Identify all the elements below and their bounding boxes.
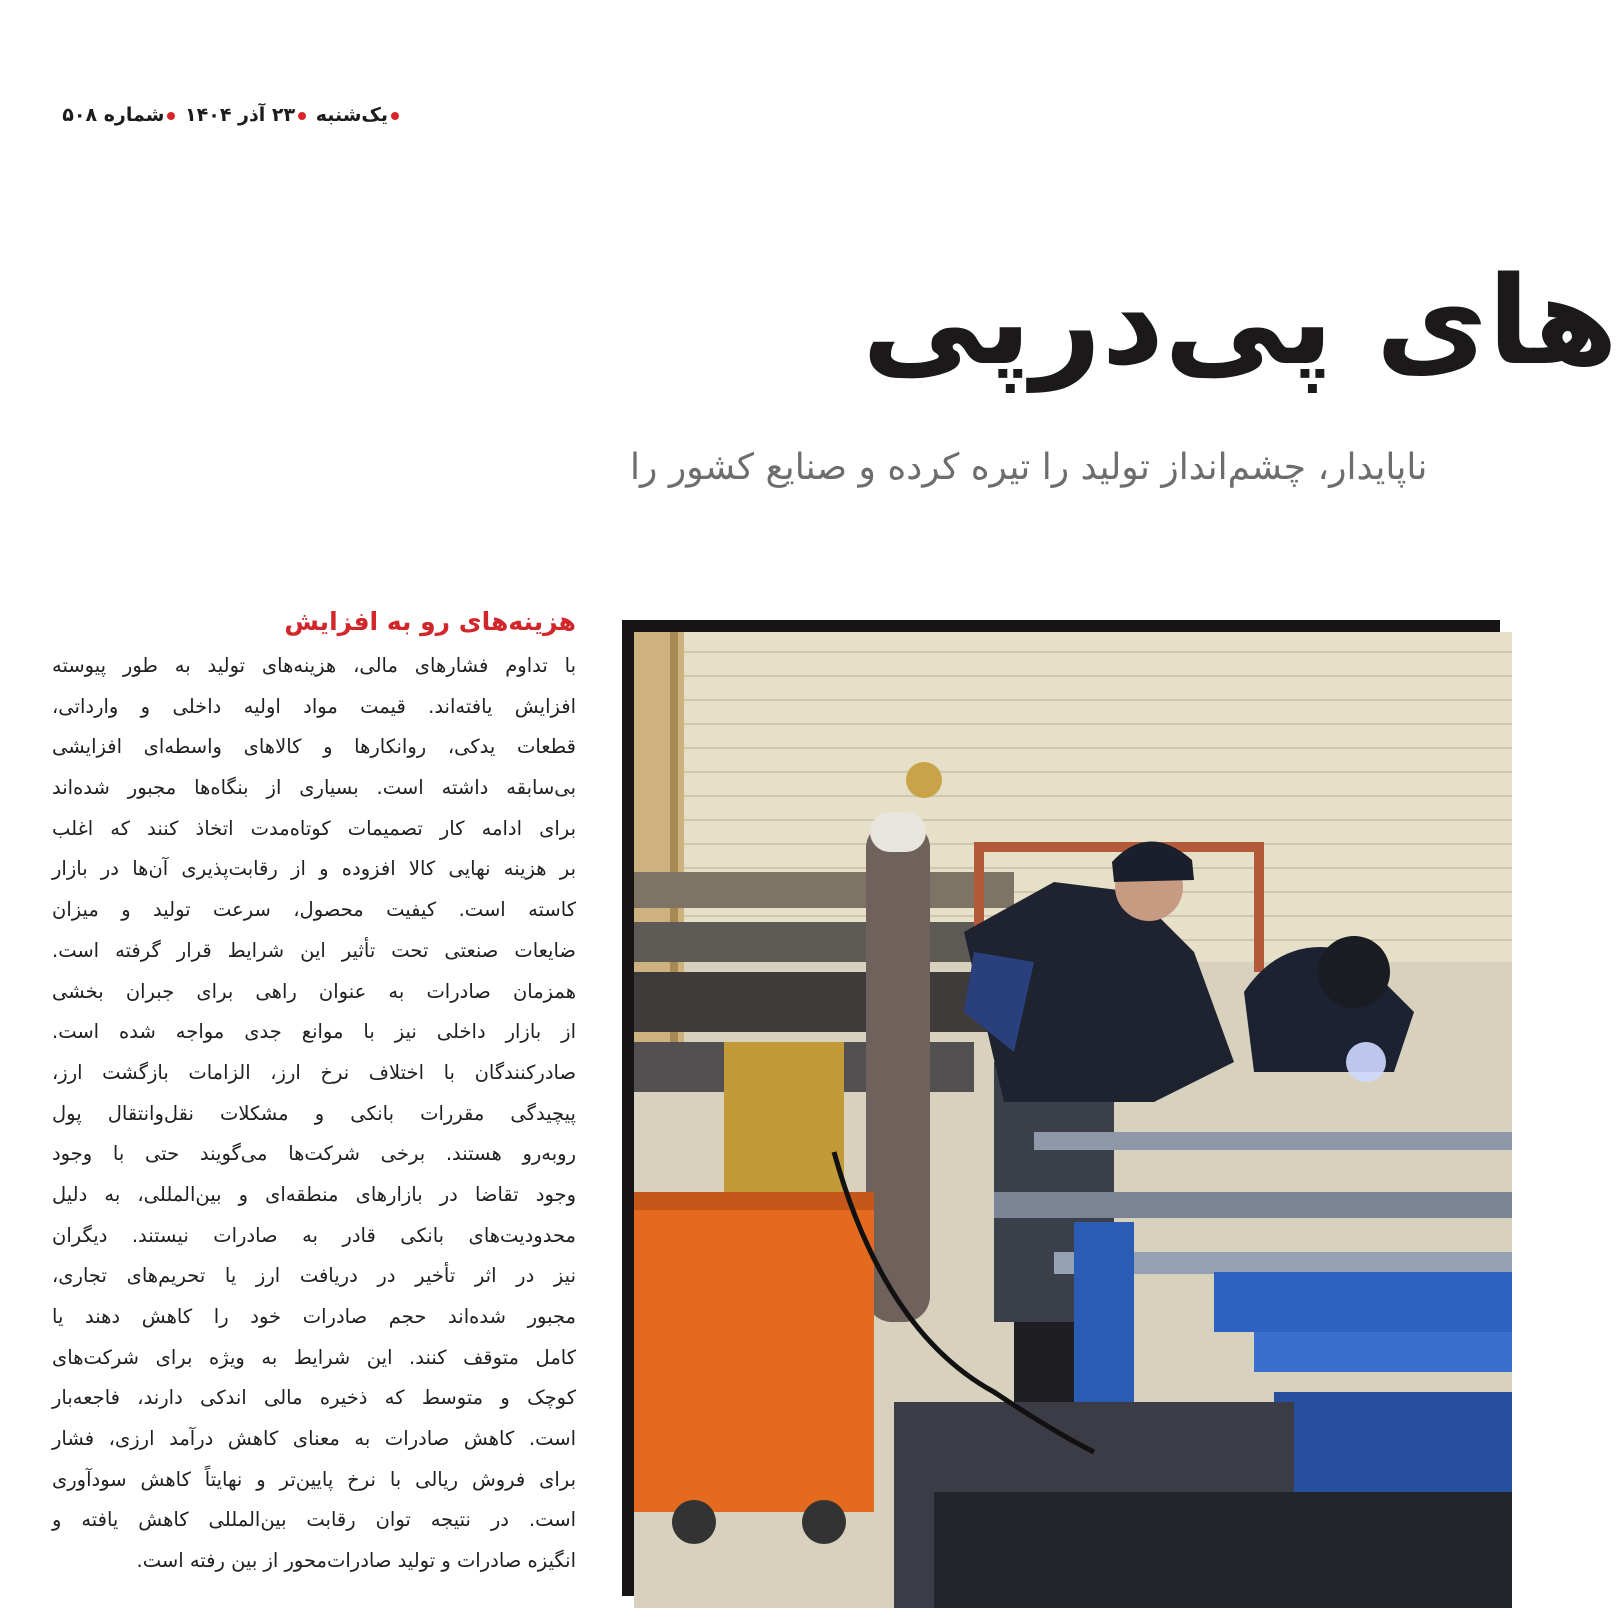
bullet-dot-icon [298, 112, 306, 120]
factory-welding-illustration [634, 632, 1512, 1608]
article-body-line: قطعات یدکی، روانکارها و کالاهای واسطه‌ای افزایشی [52, 735, 576, 759]
article-body-line: بر هزینه نهایی کالا افزوده و از رقابت‌پذیری آن‌ها در بازار [52, 857, 576, 881]
article-column [52, 600, 576, 1582]
article-body-line: است. کاهش صادرات به معنای کاهش درآمد ارزی، فشار [52, 1427, 576, 1451]
article-body-line: همزمان صادرات به عنوان راهی برای جبران بخشی [52, 979, 576, 1003]
dateline-issue: شماره ۵۰۸ [62, 104, 165, 126]
article-body-line: از بازار داخلی نیز با موانع جدی مواجه شده است. [52, 1020, 576, 1044]
article-body-line: وجود تقاضا در بازارهای منطقه‌ای و بین‌المللی، به دلیل [52, 1182, 576, 1206]
subheadline-area [600, 440, 1500, 504]
article-body-line: محدودیت‌های بانکی قادر به صادرات نیستند. دیگران [52, 1223, 576, 1247]
headline-area [600, 236, 1618, 406]
bullet-dot-icon [391, 112, 399, 120]
article-body-line: نیز در اثر تأخیر در دریافت ارز یا تحریم‌های تجاری، [52, 1264, 576, 1288]
article-body-line: برای ادامه کار تصمیمات کوتاه‌مدت اتخاذ کنند که اغلب [52, 816, 576, 840]
dateline [52, 98, 402, 132]
article-body-line: روبه‌رو هستند. برخی شرکت‌ها می‌گویند حتی با وجود [52, 1142, 576, 1166]
page-subheadline: ناپایدار، چشم‌انداز تولید را تیره کرده و صنایع کشور را [630, 447, 1428, 488]
article-body-line: است. در نتیجه توان رقابت بین‌المللی کاهش یافته و [52, 1508, 576, 1532]
article-body-line: با تداوم فشارهای مالی، هزینه‌های تولید به طور پیوسته [52, 654, 576, 677]
bullet-dot-icon [167, 112, 175, 120]
factory-photo [622, 620, 1500, 1596]
article-body-line: پیچیدگی مقررات بانکی و مشکلات نقل‌وانتقال پول [52, 1101, 576, 1125]
article-body-line: ضایعات صنعتی تحت تأثیر این شرایط قرار گرفته است. [52, 938, 576, 962]
article-body-line: کوچک و متوسط که ذخیره مالی اندکی دارند، فاجعه‌بار [52, 1386, 576, 1410]
article-body-line: کاسته است. کیفیت محصول، سرعت تولید و میزان [52, 898, 576, 922]
article-body [52, 646, 576, 1582]
section-title: هزینه‌های رو به افزایش [284, 607, 576, 636]
article-body-line: مجبور شده‌اند حجم صادرات خود را کاهش دهند یا [52, 1305, 576, 1328]
article-body-line: بی‌سابقه داشته است. بسیاری از بنگاه‌ها مجبور شده‌اند [52, 776, 576, 800]
dateline-day: یک‌شنبه [315, 104, 388, 126]
article-body-line: برای فروش ریالی با نرخ پایین‌تر و نهایتاً کاهش سودآوری [52, 1467, 576, 1491]
article-body-line: صادرکنندگان با اختلاف نرخ ارز، الزامات بازگشت ارز، [52, 1060, 576, 1084]
page-headline: های پی‌درپی [862, 250, 1618, 392]
article-body-line: کامل متوقف کنند. این شرایط به ویژه برای شرکت‌های [52, 1345, 576, 1369]
article-body-line: انگیزه صادرات و تولید صادرات‌محور از بین رفته است. [136, 1549, 576, 1573]
dateline-date: ۲۳ آذر ۱۴۰۴ [185, 104, 296, 126]
article-body-line: افزایش یافته‌اند. قیمت مواد اولیه داخلی و وارداتی، [52, 694, 576, 718]
